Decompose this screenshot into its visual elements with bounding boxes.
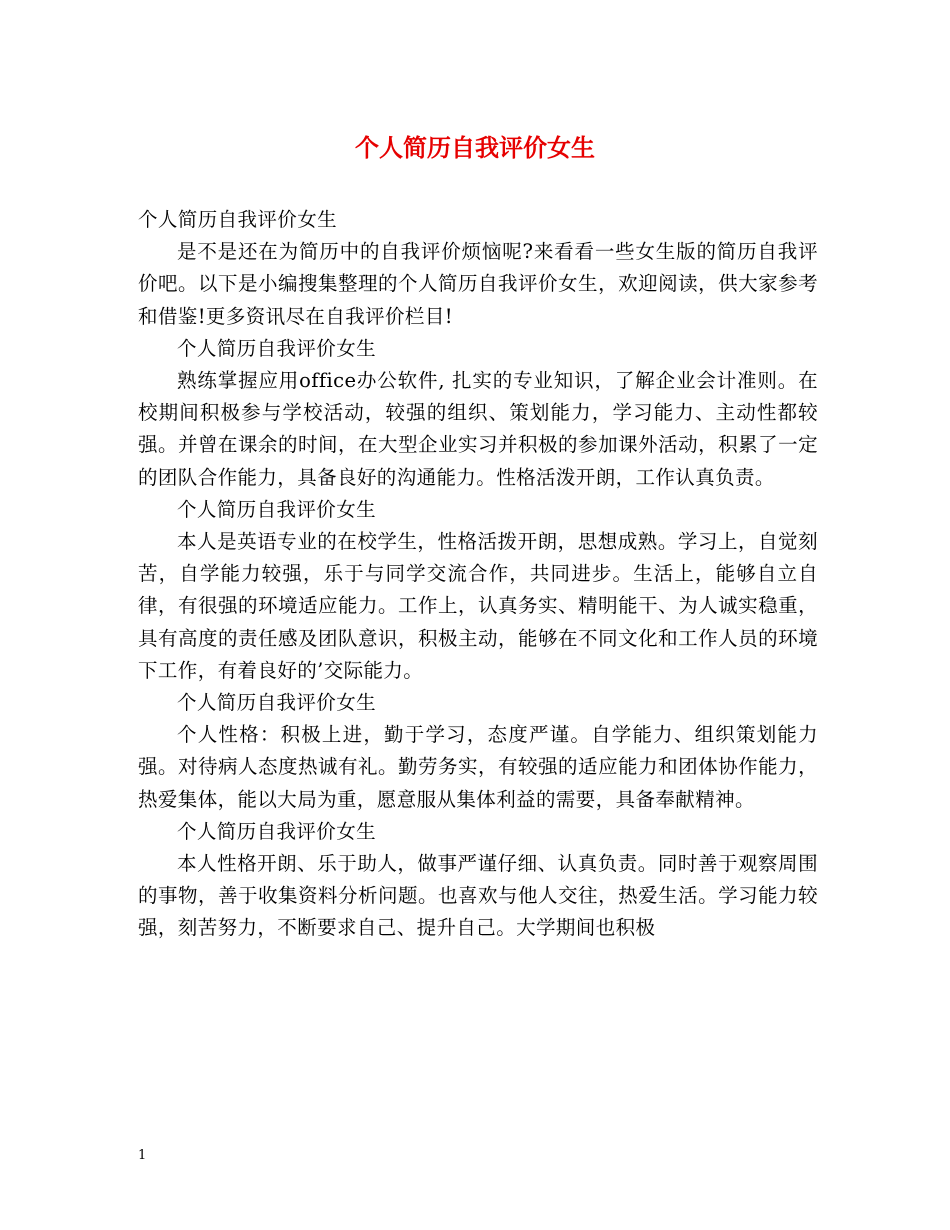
page-number: 1 [138,1148,147,1163]
body-paragraph: 本人是英语专业的在校学生，性格活拨开朗，思想成熟。学习上，自觉刻苦，自学能力较强，乐于与同学交流合作，共同进步。生活上，能够自立自律，有很强的环境适应能力。工作上，认真务实、精明能干、为人诚实稳重，具有高度的责任感及团队意识，积极主动，能够在不同文化和工作人员的环境下工作，有着良好的’交际能力。 [138,530,818,682]
document-body [138,204,818,945]
lead-paragraph: 个人简历自我评价女生 [138,208,338,231]
body-paragraph: 是不是还在为简历中的自我评价烦恼呢?来看看一些女生版的简历自我评价吧。以下是小编搜集整理的个人简历自我评价女生，欢迎阅读，供大家参考和借鉴!更多资讯尽在自我评价栏目! [138,240,818,328]
body-paragraph: 本人性格开朗、乐于助人，做事严谨仔细、认真负责。同时善于观察周围的事物，善于收集资料分析问题。也喜欢与他人交往，热爱生活。学习能力较强，刻苦努力，不断要求自己、提升自己。大学期间也积极 [138,852,818,940]
document-title: 个人简历自我评价女生 [355,133,595,162]
body-paragraph: 个人简历自我评价女生 [177,691,377,715]
body-paragraph: 个人简历自我评价女生 [177,336,377,360]
body-paragraph: 个人简历自我评价女生 [177,819,377,843]
body-paragraph: 个人性格：积极上进，勤于学习，态度严谨。自学能力、组织策划能力强。对待病人态度热诚有礼。勤劳务实，有较强的适应能力和团体协作能力，热爱集体，能以大局为重，愿意服从集体利益的需要，具备奉献精神。 [138,723,818,811]
body-paragraph: 个人简历自我评价女生 [177,497,377,521]
body-paragraph: 熟练掌握应用office办公软件, 扎实的专业知识，了解企业会计准则。在校期间积极参与学校活动，较强的组织、策划能力，学习能力、主动性都较强。并曾在课余的时间，在大型企业实习并积极的参加课外活动，积累了一定的团队合作能力，具备良好的沟通能力。性格活泼开朗，工作认真负责。 [138,369,818,489]
